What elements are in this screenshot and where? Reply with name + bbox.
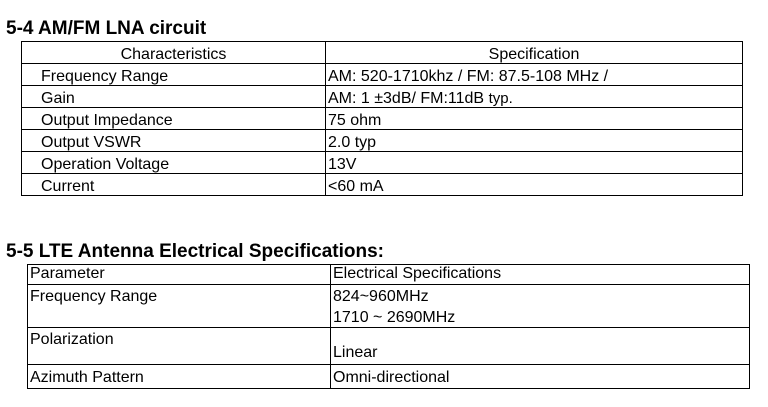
column-header-characteristics: Characteristics xyxy=(22,42,326,64)
section-title-am-fm-lna: 5-4 AM/FM LNA circuit xyxy=(6,18,207,39)
row-label: Azimuth Pattern xyxy=(28,365,331,389)
row-value: 13V xyxy=(326,152,743,174)
column-header-parameter: Parameter xyxy=(28,265,331,285)
row-value xyxy=(326,86,743,108)
row-value xyxy=(331,285,750,328)
frequency-band-2: 1710 ~ 2690MHz xyxy=(333,309,456,326)
row-label: Frequency Range xyxy=(28,285,331,328)
row-label: Frequency Range xyxy=(22,64,326,86)
table-row xyxy=(22,130,743,152)
table-row xyxy=(28,328,750,365)
row-value: Linear xyxy=(331,328,750,365)
row-label: Polarization xyxy=(28,328,331,365)
gain-suffix: typ. xyxy=(488,90,513,107)
table-header-row xyxy=(22,42,743,64)
row-value: 75 ohm xyxy=(326,108,743,130)
lte-antenna-table xyxy=(27,264,750,389)
table-row xyxy=(22,152,743,174)
table-row xyxy=(22,64,743,86)
table-row xyxy=(28,365,750,389)
row-value: 2.0 typ xyxy=(326,130,743,152)
row-value: AM: 520-1710khz / FM: 87.5-108 MHz / xyxy=(326,64,743,86)
row-label: Output Impedance xyxy=(22,108,326,130)
row-value: <60 mA xyxy=(326,174,743,196)
table-row xyxy=(22,108,743,130)
table-header-row xyxy=(28,265,750,285)
table-row xyxy=(28,285,750,328)
row-label: Current xyxy=(22,174,326,196)
column-header-electrical-specifications: Electrical Specifications xyxy=(331,265,750,285)
row-label: Gain xyxy=(22,86,326,108)
column-header-specification: Specification xyxy=(326,42,743,64)
table-row xyxy=(22,174,743,196)
table-row xyxy=(22,86,743,108)
am-fm-lna-table xyxy=(21,41,743,196)
section-title-lte-antenna: 5-5 LTE Antenna Electrical Specifications: xyxy=(6,241,384,262)
gain-value: AM: 1 ±3dB/ FM:11dB xyxy=(328,90,485,107)
frequency-band-1: 824~960MHz xyxy=(333,288,429,305)
row-label: Operation Voltage xyxy=(22,152,326,174)
row-label: Output VSWR xyxy=(22,130,326,152)
row-value: Omni-directional xyxy=(331,365,750,389)
